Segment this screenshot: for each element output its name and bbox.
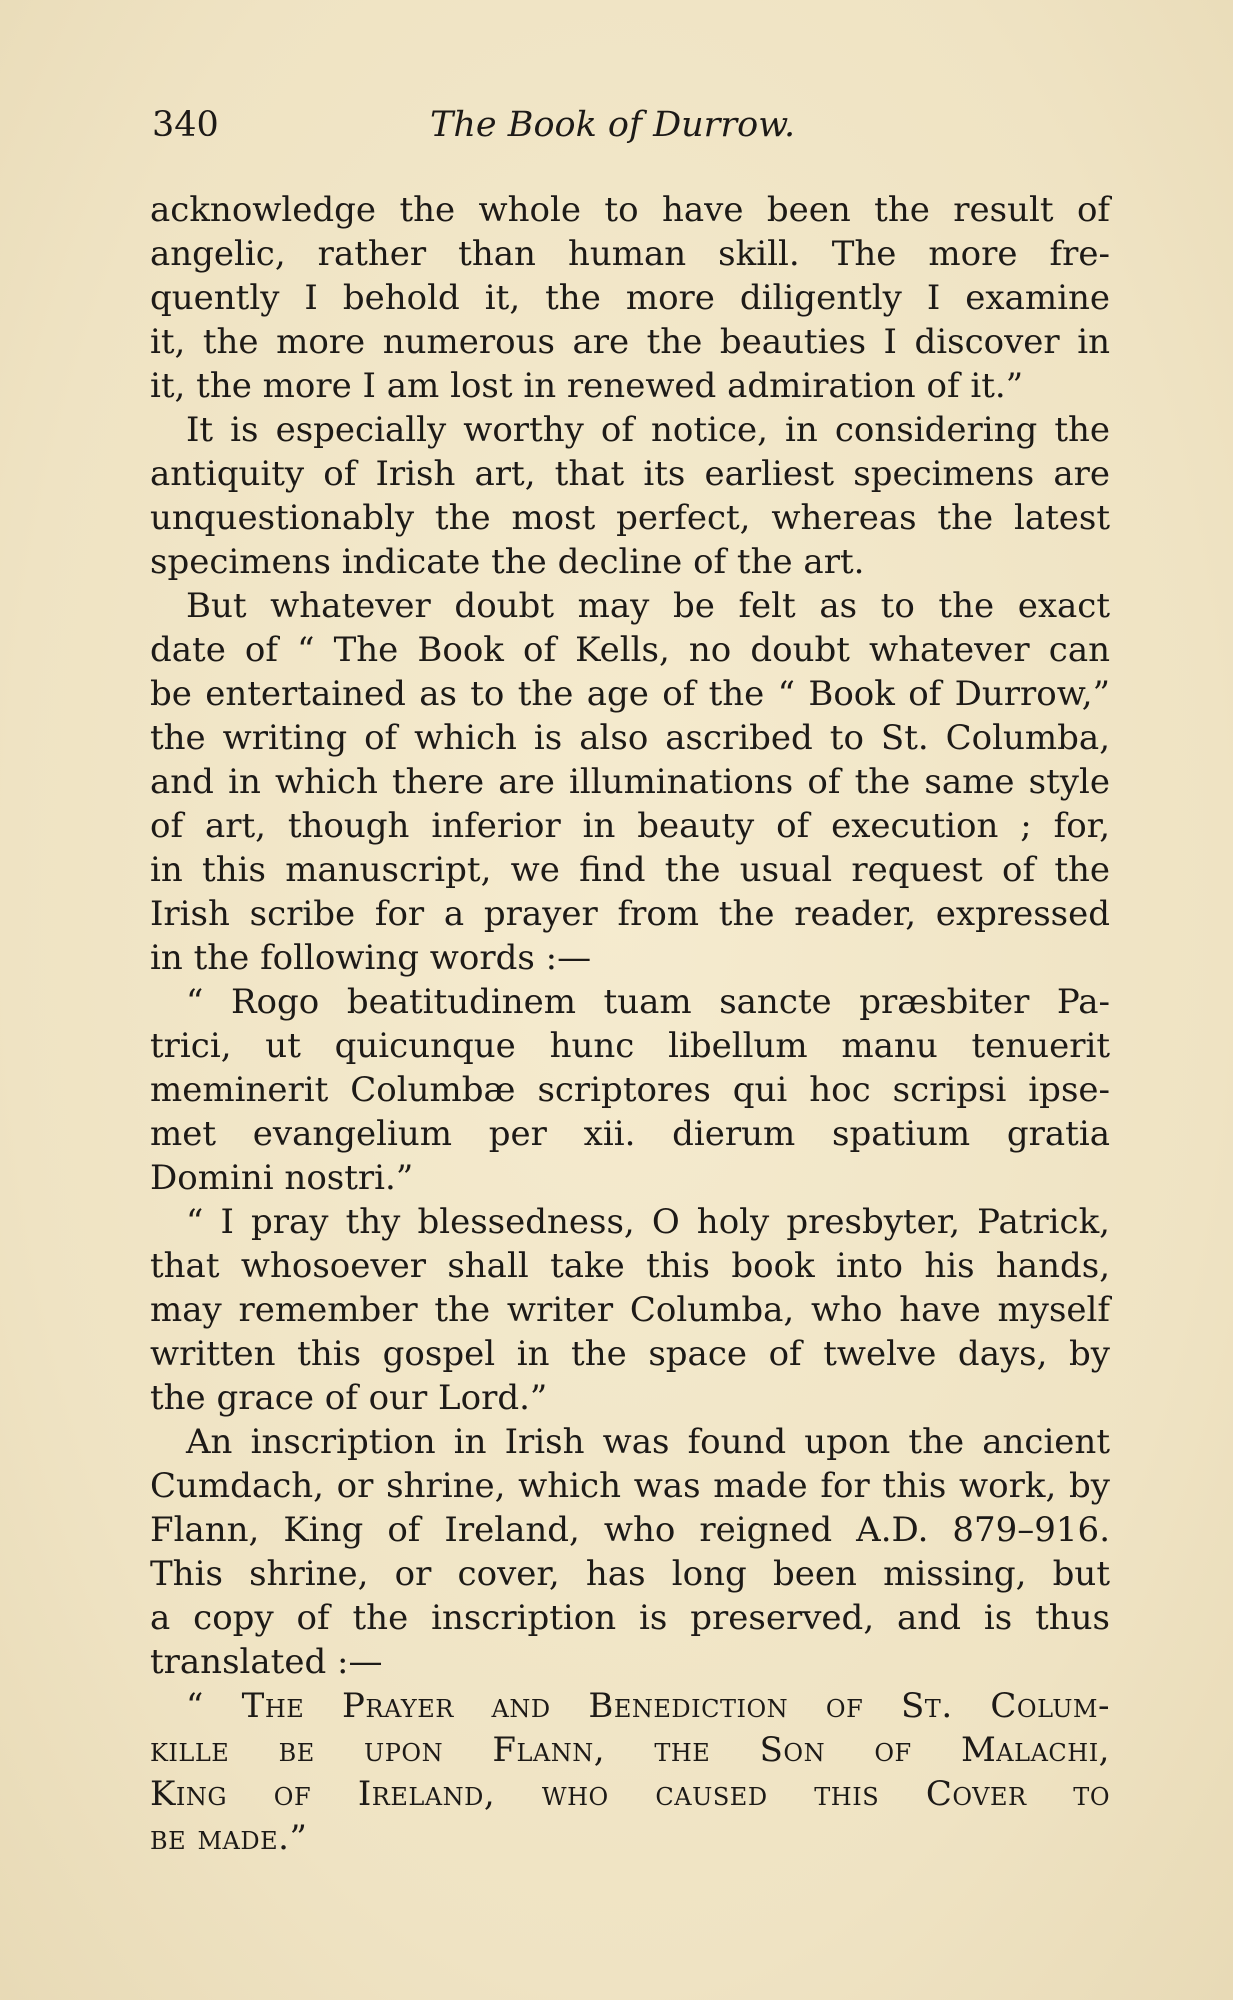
inscription-line: kille be upon Flann, the Son of Malachi, [150, 1730, 1110, 1770]
text-line: it, the more numerous are the beauties I discover in [150, 322, 1110, 362]
text-line: in the following words :— [150, 938, 592, 978]
text-line: Cumdach, or shrine, which was made for this work, by [150, 1466, 1110, 1506]
text-line: This shrine, or cover, has long been missing, but [150, 1554, 1110, 1594]
text-line: it, the more I am lost in renewed admiration of it.” [150, 366, 1024, 406]
text-line: in this manuscript, we find the usual request of the [150, 850, 1110, 890]
text-line: Domini nostri.” [150, 1158, 414, 1198]
text-line: date of “ The Book of Kells, no doubt whatever can [150, 630, 1110, 670]
body-text [150, 188, 1110, 1860]
text-line: An inscription in Irish was found upon the ancient [186, 1422, 1110, 1462]
text-line: written this gospel in the space of twelve days, by [150, 1334, 1110, 1374]
text-line: the grace of our Lord.” [150, 1378, 548, 1418]
text-line: translated :— [150, 1642, 383, 1682]
text-line: be entertained as to the age of the “ Book of Durrow,” [150, 674, 1110, 714]
text-line: “ I pray thy blessedness, O holy presbyter, Patrick, [186, 1202, 1110, 1242]
text-line: specimens indicate the decline of the art. [150, 542, 865, 582]
text-line: antiquity of Irish art, that its earliest specimens are [150, 454, 1110, 494]
text-line: that whosoever shall take this book into his hands, [150, 1246, 1110, 1286]
text-line: and in which there are illuminations of the same style [150, 762, 1110, 802]
text-line: may remember the writer Columba, who have myself [150, 1290, 1110, 1330]
running-title: The Book of Durrow. [430, 105, 796, 145]
text-line: of art, though inferior in beauty of execution ; for, [150, 806, 1110, 846]
text-line: a copy of the inscription is preserved, and is thus [150, 1598, 1110, 1638]
inscription-line: King of Ireland, who caused this Cover to [150, 1774, 1110, 1814]
text-line: acknowledge the whole to have been the result of [150, 190, 1110, 230]
page-number: 340 [152, 105, 219, 145]
text-line: angelic, rather than human skill. The more fre- [150, 234, 1110, 274]
text-line: Flann, King of Ireland, who reigned A.D. 879–916. [150, 1510, 1110, 1550]
page-header [152, 100, 1092, 150]
text-line: “ Rogo beatitudinem tuam sancte præsbiter Pa- [186, 982, 1110, 1022]
text-line: meminerit Columbæ scriptores qui hoc scripsi ipse- [150, 1070, 1110, 1110]
text-line: trici, ut quicunque hunc libellum manu tenuerit [150, 1026, 1110, 1066]
inscription-line: “ The Prayer and Benediction of St. Colum- [186, 1686, 1110, 1726]
text-line: Irish scribe for a prayer from the reader, expressed [150, 894, 1110, 934]
text-line: the writing of which is also ascribed to St. Columba, [150, 718, 1110, 758]
text-line: unquestionably the most perfect, whereas the latest [150, 498, 1110, 538]
text-line: But whatever doubt may be felt as to the exact [186, 586, 1110, 626]
text-line: It is especially worthy of notice, in considering the [186, 410, 1110, 450]
text-line: quently I behold it, the more diligently I examine [150, 278, 1110, 318]
text-line: met evangelium per xii. dierum spatium gratia [150, 1114, 1110, 1154]
inscription-line: be made.” [150, 1818, 308, 1858]
